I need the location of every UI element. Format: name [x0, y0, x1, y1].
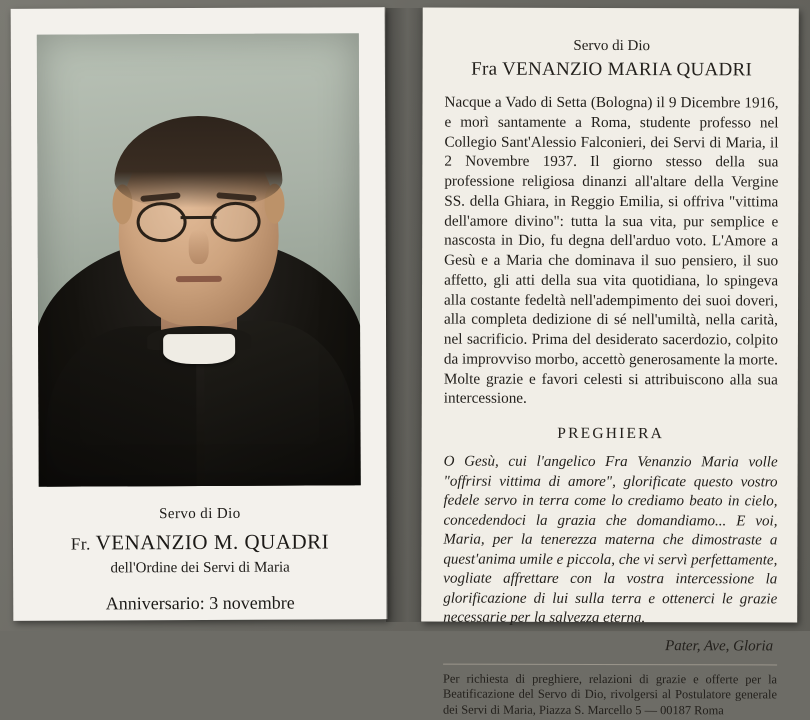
caption-name-main: VENANZIO M. QUADRI — [95, 529, 330, 555]
back-heading-servo-di-dio: Servo di Dio — [573, 37, 651, 55]
caption-anniversary: Anniversario: 3 novembre — [105, 592, 295, 614]
caption-servo-di-dio: Servo di Dio — [159, 505, 241, 523]
holy-card-back — [421, 8, 799, 718]
front-caption — [13, 505, 387, 615]
holy-card-front — [11, 7, 388, 621]
back-heading-name: Fra VENANZIO MARIA QUADRI — [471, 58, 753, 81]
footer-text: Per richiesta di preghiere, relazioni di grazie e offerte per la Beatificazione del Servo di Dio, rivolgersi al Postulatore generale dei Servi di Maria, Piazza S. Marcello 5 — 00187 Roma — [442, 671, 778, 718]
biography-text: Nacque a Vado di Setta (Bologna) il 9 Dicembre 1916, e morì santamente a Roma, studente professo nel Collegio Sant'Alessio Falconieri, dei Servi di Maria, il 2 Novembre 1937. Il giorno stesso della sua professione religiosa dinanzi all'altare della Vergine SS. della Ghiara, in Reggio Emilia, si offriva "vittima dell'amore divino": tutta la sua vita, pur semplice e nascosta in Dio, fu degna dell'arduo voto. L'Amore a Gesù e a Maria che dominava il suo pensiero, il suo affetto, gli atti della sua vita quotidiana, lo spingeva alla costante fedeltà nell'adempimento dei suoi doveri, alla completa dedizione di sé nell'umiltà, nella carità, nel sacrificio. Prima del desiderato sacerdozio, colpito da improvviso morbo, accettò generosamente la morte. Molte grazie e favori celesti si attribuiscono alla sua intercessione. — [443, 93, 779, 408]
prayer-title: PREGHIERA — [557, 424, 665, 443]
back-content — [442, 37, 779, 718]
footer-divider — [443, 663, 777, 665]
prayer-closing: Pater, Ave, Gloria — [665, 637, 774, 654]
portrait-photo — [37, 33, 361, 486]
caption-name — [13, 529, 387, 556]
prayer-text: O Gesù, cui l'angelico Fra Venanzio Maria volle "offrirsi vittima di amore", glorificate questo vostro fedele servo in terra come lo crediamo beato in cielo, concedendoci la grazia che domandiamo... E voi, Maria, per la tenerezza materna che dimostraste a quest'anima umile e piccola, che vi servì perfettamente, vogliate affrettare con la vostra intercessione la glorificazione di lui sulla terra e ottenerci le grazie necessarie per la salvezza eterna. — [443, 453, 778, 627]
caption-order: dell'Ordine dei Servi di Maria — [110, 559, 290, 577]
photo-vignette — [37, 33, 361, 486]
card-gap-shadow — [386, 8, 422, 622]
caption-name-prefix: Fr. — [70, 534, 96, 554]
